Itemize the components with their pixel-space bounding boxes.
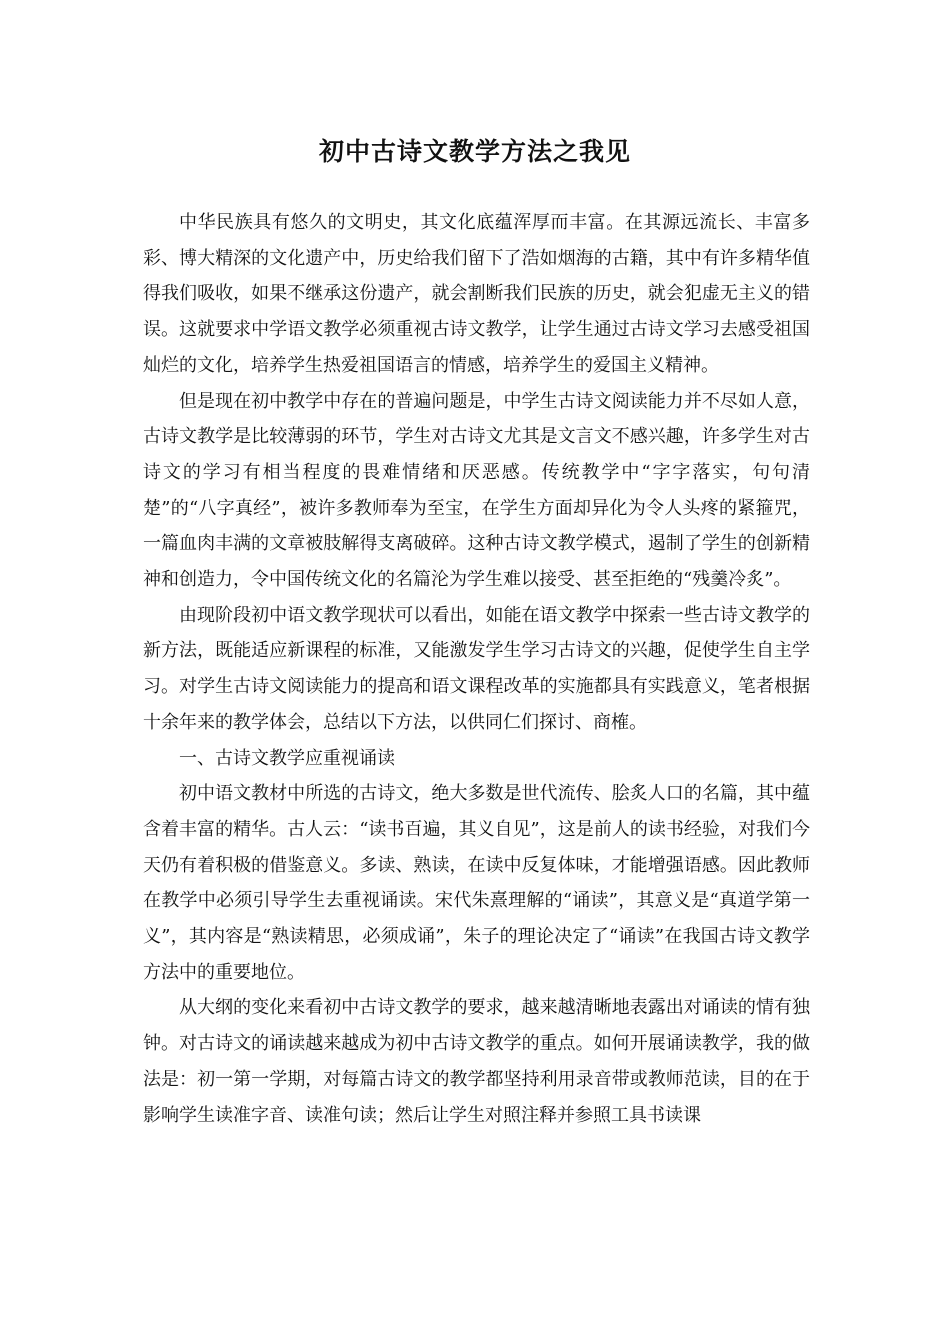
paragraph-intro: 中华民族具有悠久的文明史，其文化底蕴浑厚而丰富。在其源远流长、丰富多彩、博大精深的文化遗产中，历史给我们留下了浩如烟海的古籍，其中有许多精华值得我们吸收，如果不继承这份遗产，就会割断我们民族的历史，就会犯虚无主义的错误。这就要求中学语文教学必须重视古诗文教学，让学生通过古诗文学习去感受祖国灿烂的文化，培养学生热爱祖国语言的情感，培养学生的爱国主义精神。	[143, 212, 810, 376]
document-body	[143, 205, 810, 1133]
document-title: 初中古诗文教学方法之我见	[318, 137, 631, 166]
paragraph-purpose: 由现阶段初中语文教学现状可以看出，如能在语文教学中探索一些古诗文教学的新方法，既能适应新课程的标准，又能激发学生学习古诗文的兴趣，促使学生自主学习。对学生古诗文阅读能力的提高和语文课程改革的实施都具有实践意义，笔者根据十余年来的教学体会，总结以下方法，以供同仁们探讨、商榷。	[143, 604, 810, 733]
paragraph-problem: 但是现在初中教学中存在的普遍问题是，中学生古诗文阅读能力并不尽如人意，古诗文教学是比较薄弱的环节，学生对古诗文尤其是文言文不感兴趣，许多学生对古诗文的学习有相当程度的畏难情绪和厌恶感。传统教学中“字字落实，句句清楚”的“八字真经”，被许多教师奉为至宝，在学生方面却异化为令人头疼的紧箍咒，一篇血肉丰满的文章被肢解得支离破碎。这种古诗文教学模式，遏制了学生的创新精神和创造力，令中国传统文化的名篇沦为学生难以接受、甚至拒绝的“残羹冷炙”。	[143, 390, 810, 591]
paragraph-recitation-method: 从大纲的变化来看初中古诗文教学的要求，越来越清晰地表露出对诵读的情有独钟。对古诗文的诵读越来越成为初中古诗文教学的重点。如何开展诵读教学，我的做法是：初一第一学期，对每篇古诗文的教学都坚持利用录音带或教师范读，目的在于影响学生读准字音、读准句读；然后让学生对照注释并参照工具书读课	[143, 997, 810, 1126]
paragraph-recitation-importance: 初中语文教材中所选的古诗文，绝大多数是世代流传、脍炙人口的名篇，其中蕴含着丰富的精华。古人云：“读书百遍，其义自见”，这是前人的读书经验，对我们今天仍有着积极的借鉴意义。多读、熟读，在读中反复体味，才能增强语感。因此教师在教学中必须引导学生去重视诵读。宋代朱熹理解的“诵读”，其意义是“真道学第一义”，其内容是“熟读精思，必须成诵”，朱子的理论决定了“诵读”在我国古诗文教学方法中的重要地位。	[143, 783, 810, 983]
section-heading: 一、古诗文教学应重视诵读	[179, 747, 395, 769]
